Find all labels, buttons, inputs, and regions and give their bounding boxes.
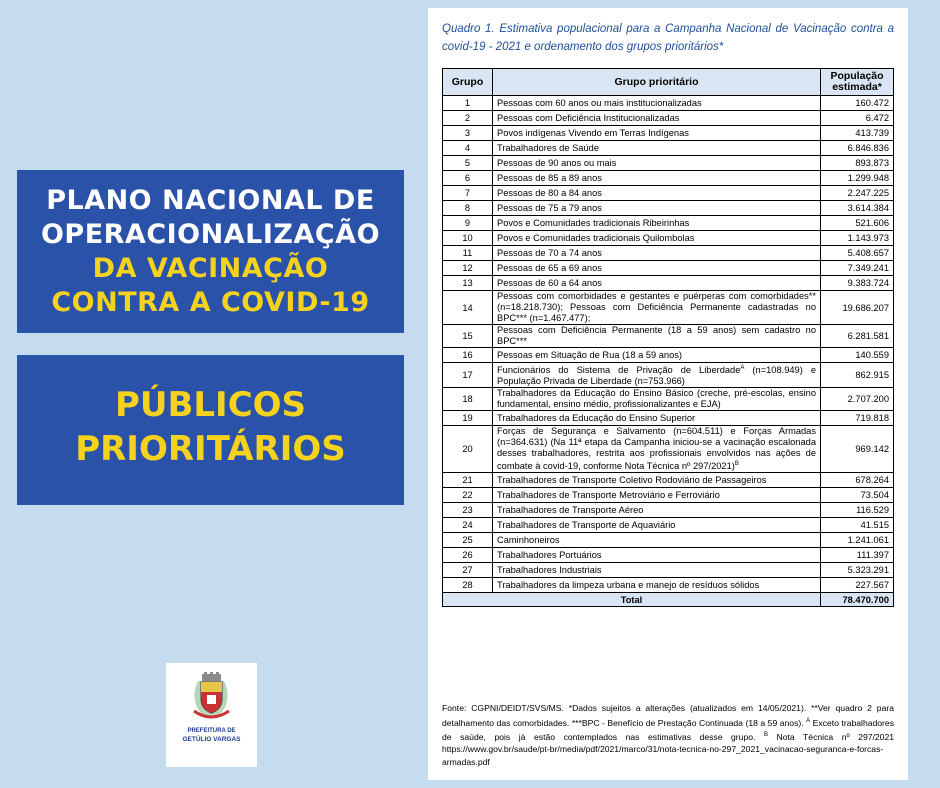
banner-title-line2: OPERACIONALIZAÇÃO <box>40 219 381 250</box>
group-description: Pessoas de 85 a 89 anos <box>493 171 821 186</box>
group-number: 3 <box>443 126 493 141</box>
group-description: Forças de Segurança e Salvamento (n=604.511) e Forças Armadas (n=364.631) (Na 11ª etapa da Campanha iniciou-se a vacinação escalonada desses trabalhadores, restrita aos profissionais envolvidos nas ações de combate à covid-19, conforme Nota Técnica nº 297/2021)$^B$ <box>493 426 821 473</box>
population-estimate: 2.247.225 <box>821 186 894 201</box>
header-grupo-prioritario: Grupo prioritário <box>493 69 821 96</box>
population-estimate: 116.529 <box>821 503 894 518</box>
group-description: Pessoas de 65 a 69 anos <box>493 261 821 276</box>
group-number: 2 <box>443 111 493 126</box>
table-row <box>443 141 894 156</box>
group-number: 27 <box>443 563 493 578</box>
logo-text-line1: PREFEITURA DE <box>187 728 236 734</box>
population-estimate: 227.567 <box>821 578 894 593</box>
group-description: Trabalhadores de Transporte Metroviário e Ferroviário <box>493 488 821 503</box>
group-number: 4 <box>443 141 493 156</box>
plano-nacional-banner <box>17 170 404 333</box>
population-estimate: 5.323.291 <box>821 563 894 578</box>
population-estimate: 111.397 <box>821 548 894 563</box>
logo-text-line2: GETÚLIO VARGAS <box>182 736 241 743</box>
group-description: Funcionários do Sistema de Privação de Liberdade$^A$ (n=108.949) e População Privada de Liberdade (n=753.966) <box>493 363 821 388</box>
population-estimate: 73.504 <box>821 488 894 503</box>
group-number: 7 <box>443 186 493 201</box>
group-number: 14 <box>443 291 493 325</box>
header-grupo: Grupo <box>443 69 493 96</box>
group-description: Trabalhadores de Saúde <box>493 141 821 156</box>
group-number: 9 <box>443 216 493 231</box>
population-estimate: 1.299.948 <box>821 171 894 186</box>
total-label: Total <box>443 593 821 607</box>
group-number: 12 <box>443 261 493 276</box>
table-row <box>443 156 894 171</box>
group-description: Pessoas com comorbidades e gestantes e puérperas com comorbidades** (n=18.218.730); Pessoas com Deficiência Permanente cadastradas no BPC*** (n=1.467.477); <box>493 291 821 325</box>
banner-title-line3: DA VACINAÇÃO <box>92 253 329 284</box>
group-description: Trabalhadores de Transporte Aéreo <box>493 503 821 518</box>
population-estimate: 41.515 <box>821 518 894 533</box>
group-description: Pessoas de 90 anos ou mais <box>493 156 821 171</box>
population-estimate: 6.281.581 <box>821 325 894 348</box>
group-description: Trabalhadores da limpeza urbana e manejo de resíduos sólidos <box>493 578 821 593</box>
group-number: 20 <box>443 426 493 473</box>
group-description: Pessoas com 60 anos ou mais institucionalizadas <box>493 96 821 111</box>
group-number: 26 <box>443 548 493 563</box>
group-number: 25 <box>443 533 493 548</box>
population-estimate: 1.143.973 <box>821 231 894 246</box>
table-row <box>443 231 894 246</box>
group-number: 28 <box>443 578 493 593</box>
table-source-note: Fonte: CGPNI/DEIDT/SVS/MS. *Dados sujeitos a alterações (atualizados em 14/05/2021). **Ver quadro 2 para detalhamento das comorbidades. ***BPC - Benefício de Prestação Continuada (18 a 59 anos). $^A$ Exceto trabalhadores de saúde, pois já estão contemplados nas estimativas desse grupo. $^B$ Nota Técnica nº 297/2021 https://www.gov.br/saude/pt-br/media/pdf/2021/marco/31/nota-tecnica-no-297_2021_vacinacao-seguranca-e-forcas-armadas.pdf <box>442 703 895 767</box>
table-row <box>443 488 894 503</box>
table-row <box>443 186 894 201</box>
table-row <box>443 325 894 348</box>
table-row <box>443 126 894 141</box>
table-row <box>443 563 894 578</box>
population-estimate: 160.472 <box>821 96 894 111</box>
population-estimate: 521.606 <box>821 216 894 231</box>
banner-title-line4: CONTRA A COVID-19 <box>51 287 370 318</box>
group-description: Pessoas de 70 a 74 anos <box>493 246 821 261</box>
coat-of-arms-icon <box>190 671 233 723</box>
population-estimate: 862.915 <box>821 363 894 388</box>
group-number: 21 <box>443 473 493 488</box>
table-row <box>443 473 894 488</box>
group-description: Povos indígenas Vivendo em Terras Indígenas <box>493 126 821 141</box>
table-row <box>443 533 894 548</box>
table-row <box>443 291 894 325</box>
population-estimate: 6.846.836 <box>821 141 894 156</box>
group-number: 22 <box>443 488 493 503</box>
population-estimate: 3.614.384 <box>821 201 894 216</box>
group-number: 16 <box>443 348 493 363</box>
header-populacao: População estimada* <box>821 69 894 96</box>
population-estimate: 719.818 <box>821 411 894 426</box>
population-estimate: 2.707.200 <box>821 388 894 411</box>
population-estimate: 7.349.241 <box>821 261 894 276</box>
group-number: 5 <box>443 156 493 171</box>
group-description: Trabalhadores da Educação do Ensino Básico (creche, pré-escolas, ensino fundamental, ensino médio, profissionalizantes e EJA) <box>493 388 821 411</box>
group-number: 10 <box>443 231 493 246</box>
table-row <box>443 518 894 533</box>
table-row <box>443 388 894 411</box>
table-row <box>443 411 894 426</box>
table-caption: Quadro 1. Estimativa populacional para a Campanha Nacional de Vacinação contra a covid-19 - 2021 e ordenamento dos grupos prioritários* <box>442 23 894 53</box>
group-number: 6 <box>443 171 493 186</box>
group-number: 8 <box>443 201 493 216</box>
population-estimate: 893.873 <box>821 156 894 171</box>
table-row <box>443 276 894 291</box>
population-estimate: 1.241.061 <box>821 533 894 548</box>
group-number: 23 <box>443 503 493 518</box>
group-description: Trabalhadores de Transporte de Aquaviário <box>493 518 821 533</box>
group-description: Trabalhadores Portuários <box>493 548 821 563</box>
total-value: 78.470.700 <box>821 593 894 607</box>
table-row <box>443 201 894 216</box>
group-number: 19 <box>443 411 493 426</box>
table-row <box>443 96 894 111</box>
table-row <box>443 426 894 473</box>
publicos-line2: PRIORITÁRIOS <box>75 429 346 469</box>
population-estimate: 140.559 <box>821 348 894 363</box>
banner-title-line1: PLANO NACIONAL DE <box>46 185 375 216</box>
table-row <box>443 363 894 388</box>
publicos-line1: PÚBLICOS <box>114 385 307 425</box>
table-row <box>443 246 894 261</box>
table-body <box>443 96 894 593</box>
group-description: Pessoas com Deficiência Permanente (18 a 59 anos) sem cadastro no BPC*** <box>493 325 821 348</box>
group-number: 18 <box>443 388 493 411</box>
group-description: Pessoas em Situação de Rua (18 a 59 anos) <box>493 348 821 363</box>
table-row <box>443 348 894 363</box>
group-description: Caminhoneiros <box>493 533 821 548</box>
table-row <box>443 548 894 563</box>
group-number: 15 <box>443 325 493 348</box>
group-description: Pessoas com Deficiência Institucionalizadas <box>493 111 821 126</box>
population-estimate: 9.383.724 <box>821 276 894 291</box>
population-estimate: 19.686.207 <box>821 291 894 325</box>
group-description: Trabalhadores de Transporte Coletivo Rodoviário de Passageiros <box>493 473 821 488</box>
population-table <box>442 68 894 607</box>
group-description: Povos e Comunidades tradicionais Quilombolas <box>493 231 821 246</box>
table-row <box>443 171 894 186</box>
table-row <box>443 261 894 276</box>
group-description: Povos e Comunidades tradicionais Ribeirinhas <box>493 216 821 231</box>
group-number: 11 <box>443 246 493 261</box>
group-number: 13 <box>443 276 493 291</box>
table-row <box>443 578 894 593</box>
group-description: Trabalhadores Industriais <box>493 563 821 578</box>
table-row <box>443 503 894 518</box>
group-description: Pessoas de 80 a 84 anos <box>493 186 821 201</box>
table-row <box>443 216 894 231</box>
group-description: Trabalhadores da Educação do Ensino Superior <box>493 411 821 426</box>
table-row <box>443 111 894 126</box>
group-number: 1 <box>443 96 493 111</box>
population-estimate: 5.408.657 <box>821 246 894 261</box>
group-number: 17 <box>443 363 493 388</box>
group-description: Pessoas de 60 a 64 anos <box>493 276 821 291</box>
population-estimate: 6.472 <box>821 111 894 126</box>
population-estimate: 969.142 <box>821 426 894 473</box>
population-estimate: 678.264 <box>821 473 894 488</box>
document-panel <box>428 8 908 780</box>
group-number: 24 <box>443 518 493 533</box>
publicos-prioritarios-banner <box>17 355 404 505</box>
prefeitura-logo <box>166 663 257 767</box>
population-estimate: 413.739 <box>821 126 894 141</box>
group-description: Pessoas de 75 a 79 anos <box>493 201 821 216</box>
